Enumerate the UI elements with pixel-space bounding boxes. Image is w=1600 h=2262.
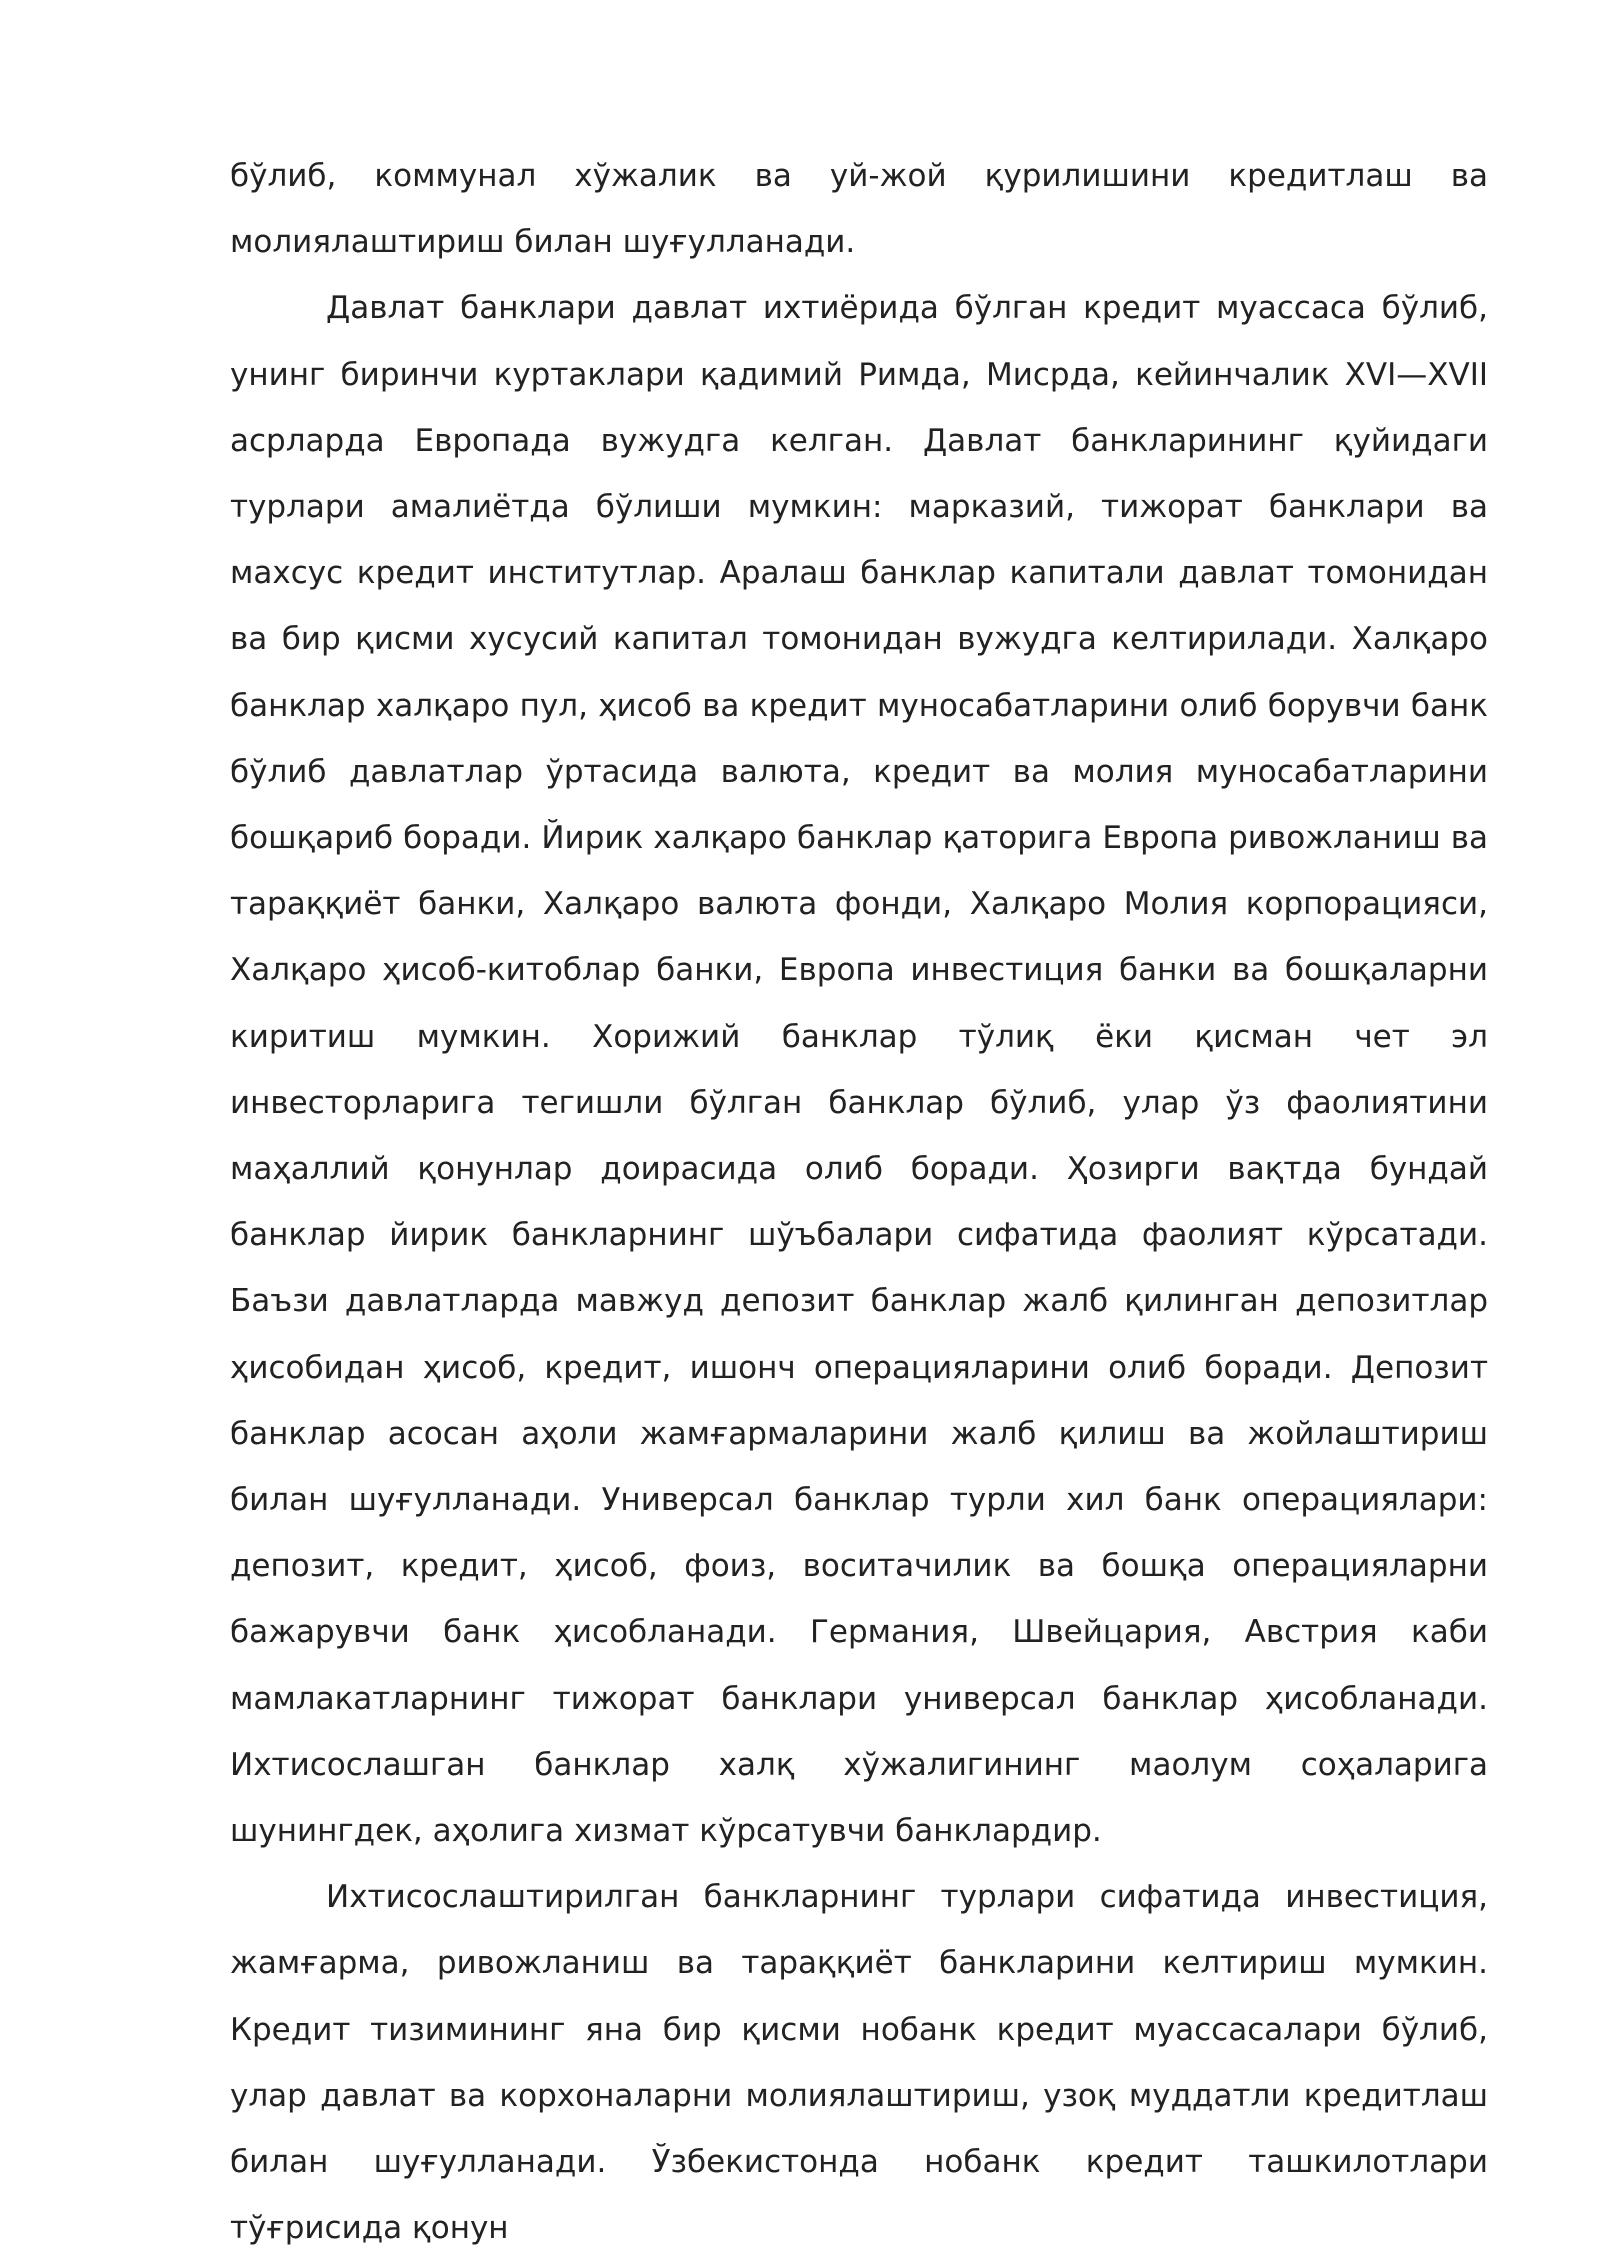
document-body [230, 143, 1488, 2262]
paragraph-specialized-banks: Ихтисослаштирилган банкларнинг турлари сифатида инвестиция, жамғарма, ривожланиш ва тараққиёт банкларини келтириш мумкин. Кредит тизимининг яна бир қисми нобанк кредит муассасалари бўлиб, улар давлат ва корхоналарни молиялаштириш, узоқ муддатли кредитлаш билан шуғулланади. Ўзбекистонда нобанк кредит ташкилотлари тўғрисида қонун [230, 1879, 1488, 2247]
paragraph-state-banks: Давлат банклари давлат ихтиёрида бўлган кредит муассаса бўлиб, унинг биринчи куртаклари қадимий Римда, Мисрда, кейинчалик XVI—XVII асрларда Европада вужудга келган. Давлат банкларининг қуйидаги турлари амалиётда бўлиши мумкин: марказий, тижорат банклари ва махсус кредит институтлар. Аралаш банклар капитали давлат томонидан ва бир қисми хусусий капитал томонидан вужудга келтирилади. Халқаро банклар халқаро пул, ҳисоб ва кредит муносабатларини олиб борувчи банк бўлиб давлатлар ўртасида валюта, кредит ва молия муносабатларини бошқариб боради. Йирик халқаро банклар қаторига Европа ривожланиш ва тараққиёт банки, Халқаро валюта фонди, Халқаро Молия корпорацияси, Халқаро ҳисоб-китоблар банки, Европа инвестиция банки ва бошқаларни киритиш мумкин. Хорижий банклар тўлиқ ёки қисман чет эл инвесторларига тегишли бўлган банклар бўлиб, улар ўз фаолиятини маҳаллий қонунлар доирасида олиб боради. Ҳозирги вақтда бундай банклар йирик банкларнинг шўъбалари сифатида фаолият кўрсатади. Баъзи давлатларда мавжуд депозит банклар жалб қилинган депозитлар ҳисобидан ҳисоб, кредит, ишонч операцияларини олиб боради. Депозит банклар асосан аҳоли жамғармаларини жалб қилиш ва жойлаштириш билан шуғулланади. Универсал банклар турли хил банк операциялари: депозит, кредит, ҳисоб, фоиз, воситачилик ва бошқа операцияларни бажарувчи банк ҳисобланади. Германия, Швейцария, Австрия каби мамлакатларнинг тижорат банклари универсал банклар ҳисобланади. Ихтисослашган банклар халқ хўжалигининг маолум соҳаларига шунингдек, аҳолига хизмат кўрсатувчи банклардир. [230, 290, 1488, 1850]
paragraph-continuation: бўлиб, коммунал хўжалик ва уй-жой қурилишини кредитлаш ва молиялаштириш билан шуғулланади. [230, 158, 1488, 261]
